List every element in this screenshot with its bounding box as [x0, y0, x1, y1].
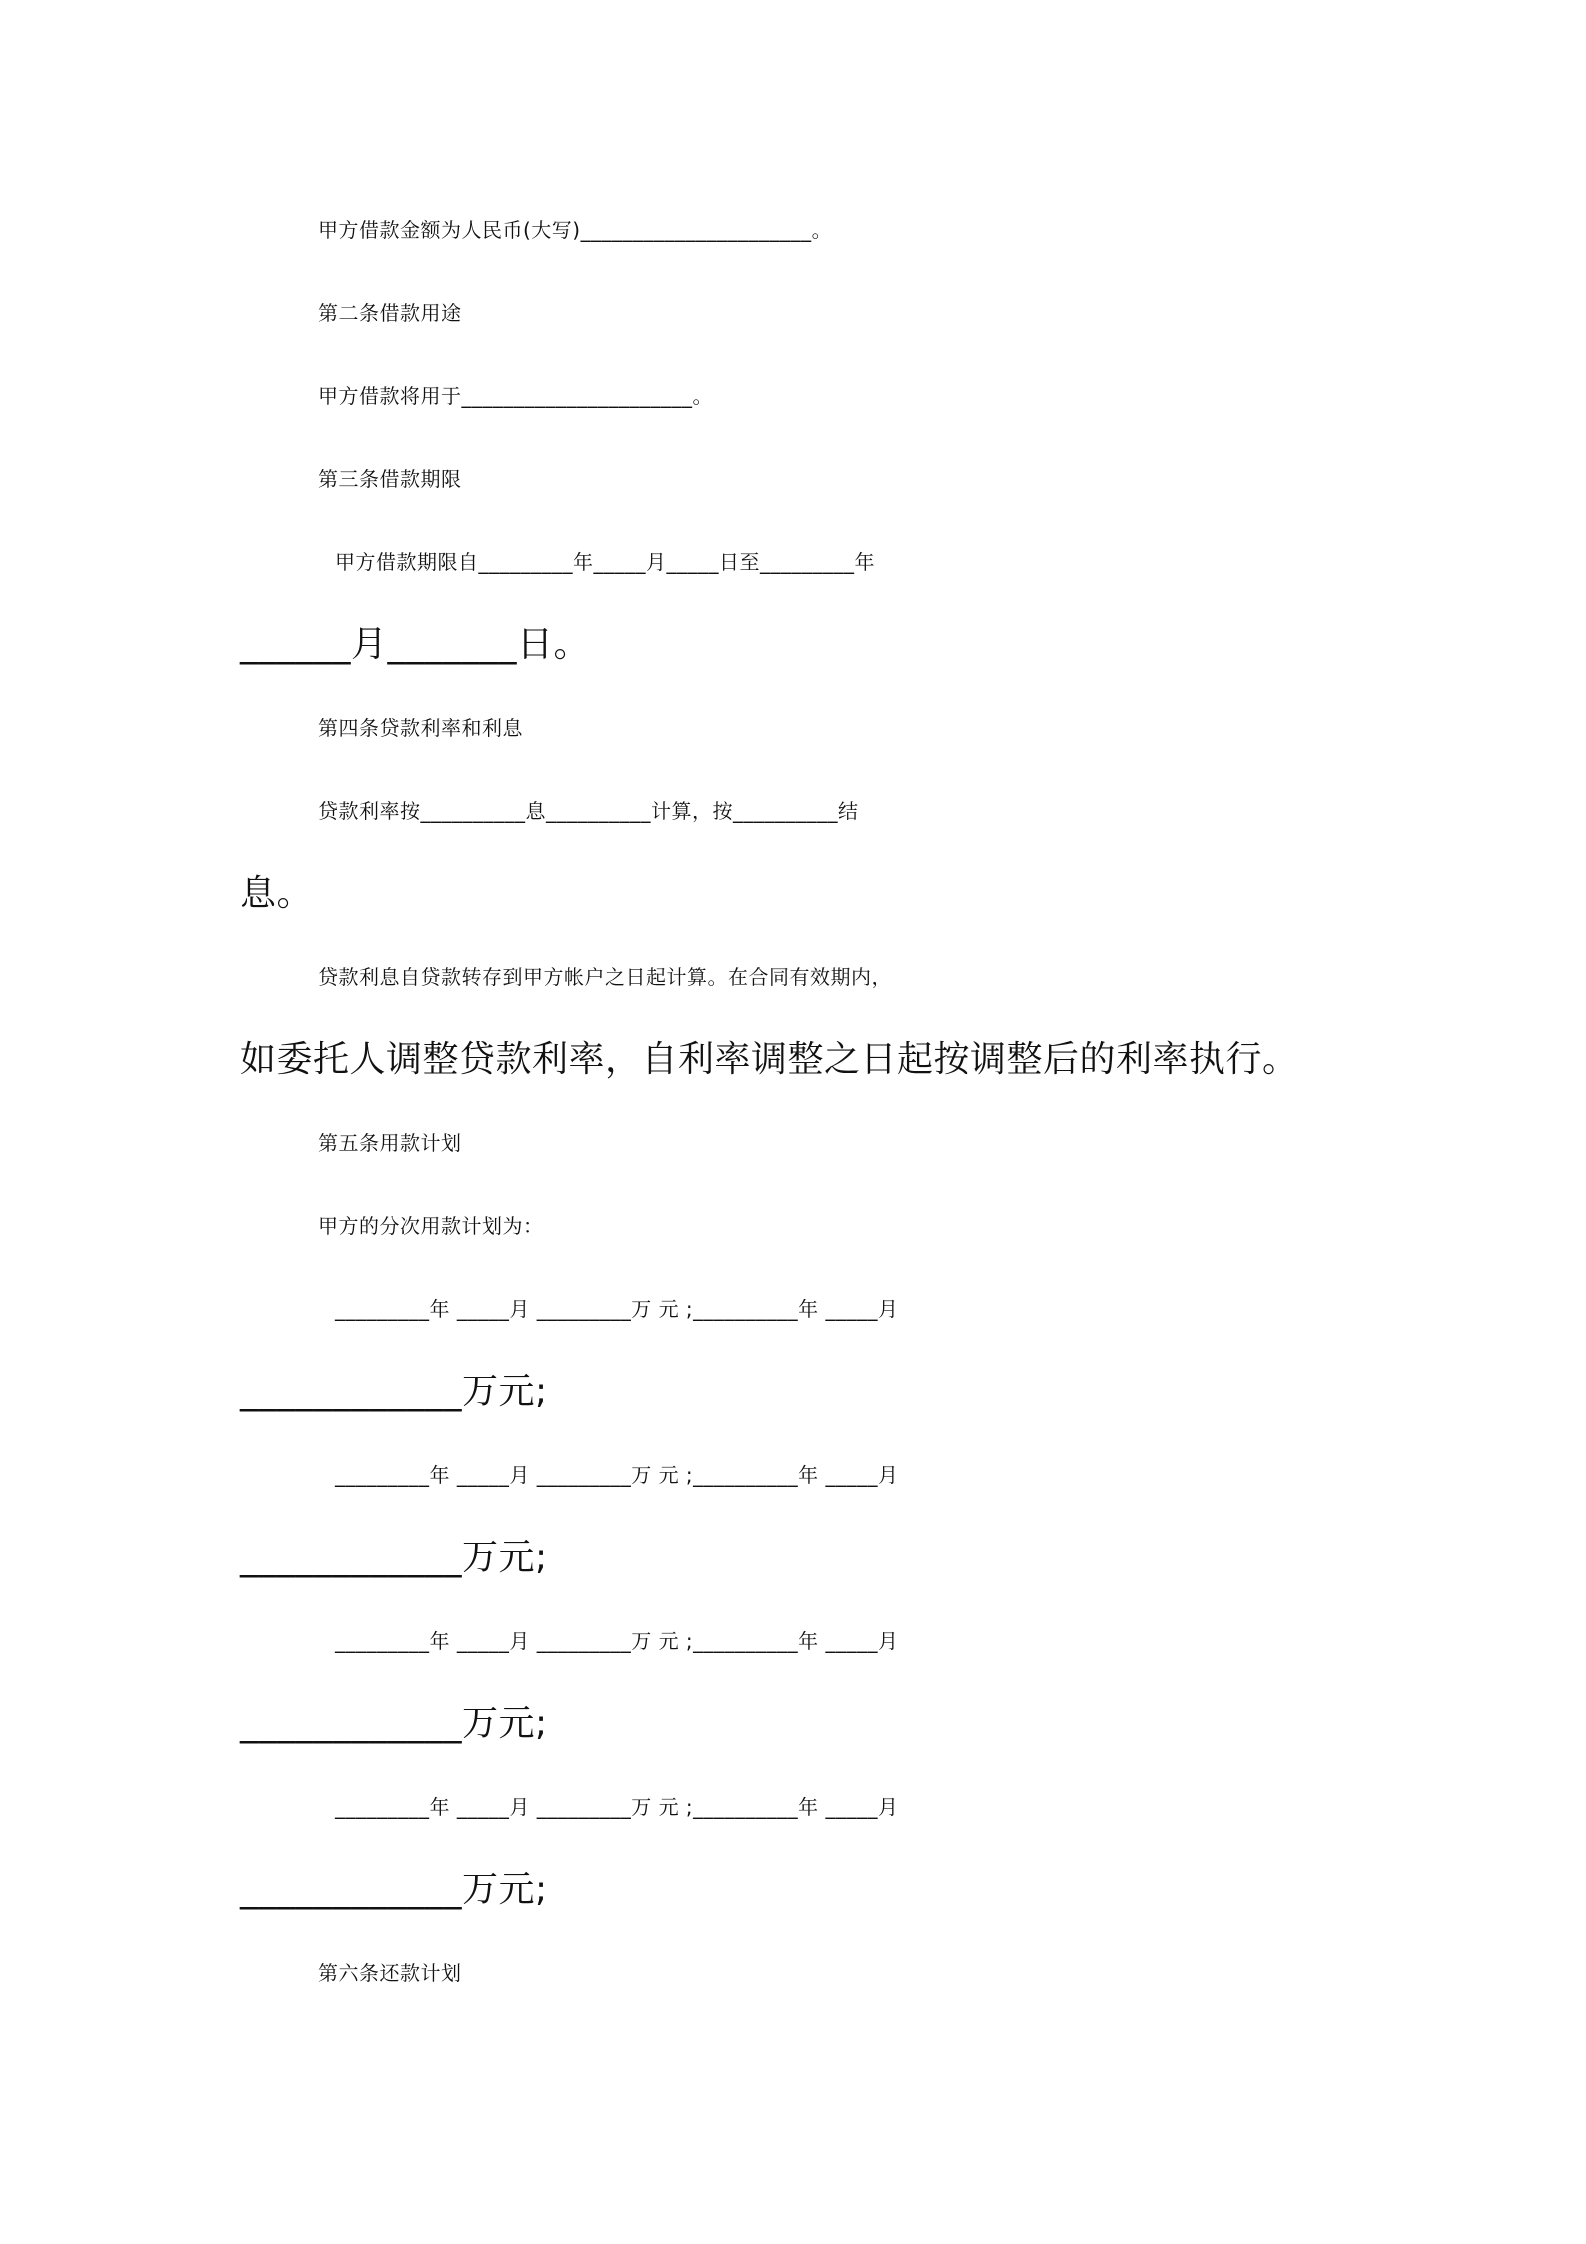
usage-plan-row: _________年 _____月 _________万 元 ;__________年 _____月 [335, 1463, 899, 1487]
article-6-heading: 第六条还款计划 [318, 1961, 462, 1985]
usage-plan-row: _________年 _____月 _________万 元 ;__________年 _____月 [335, 1629, 899, 1653]
interest-rate-line-cont: 息。 [240, 873, 314, 914]
article-5-heading: 第五条用款计划 [318, 1131, 462, 1155]
loan-term-line-cont: ______月_______日。 [240, 624, 591, 665]
loan-purpose-line: 甲方借款将用于______________________。 [318, 384, 713, 408]
usage-plan-row: _________年 _____月 _________万 元 ;__________年 _____月 [335, 1297, 899, 1321]
usage-plan-intro: 甲方的分次用款计划为： [318, 1214, 544, 1238]
interest-calc-line-cont: 如委托人调整贷款利率，自利率调整之日起按调整后的利率执行。 [240, 1039, 1299, 1080]
loan-amount-line: 甲方借款金额为人民币(大写)______________________。 [318, 218, 833, 242]
usage-plan-row-cont: ____________万元; [240, 1371, 548, 1412]
usage-plan-row-cont: ____________万元; [240, 1537, 548, 1578]
article-4-heading: 第四条贷款利率和利息 [318, 716, 523, 740]
interest-rate-line: 贷款利率按__________息__________计算，按__________结 [318, 799, 859, 823]
usage-plan-row: _________年 _____月 _________万 元 ;__________年 _____月 [335, 1795, 899, 1819]
usage-plan-row-cont: ____________万元; [240, 1703, 548, 1744]
article-3-heading: 第三条借款期限 [318, 467, 462, 491]
usage-plan-row-cont: ____________万元; [240, 1869, 548, 1910]
article-2-heading: 第二条借款用途 [318, 301, 462, 325]
loan-term-line: 甲方借款期限自_________年_____月_____日至_________年 [335, 550, 875, 574]
interest-calc-line: 贷款利息自贷款转存到甲方帐户之日起计算。在合同有效期内， [318, 965, 892, 989]
